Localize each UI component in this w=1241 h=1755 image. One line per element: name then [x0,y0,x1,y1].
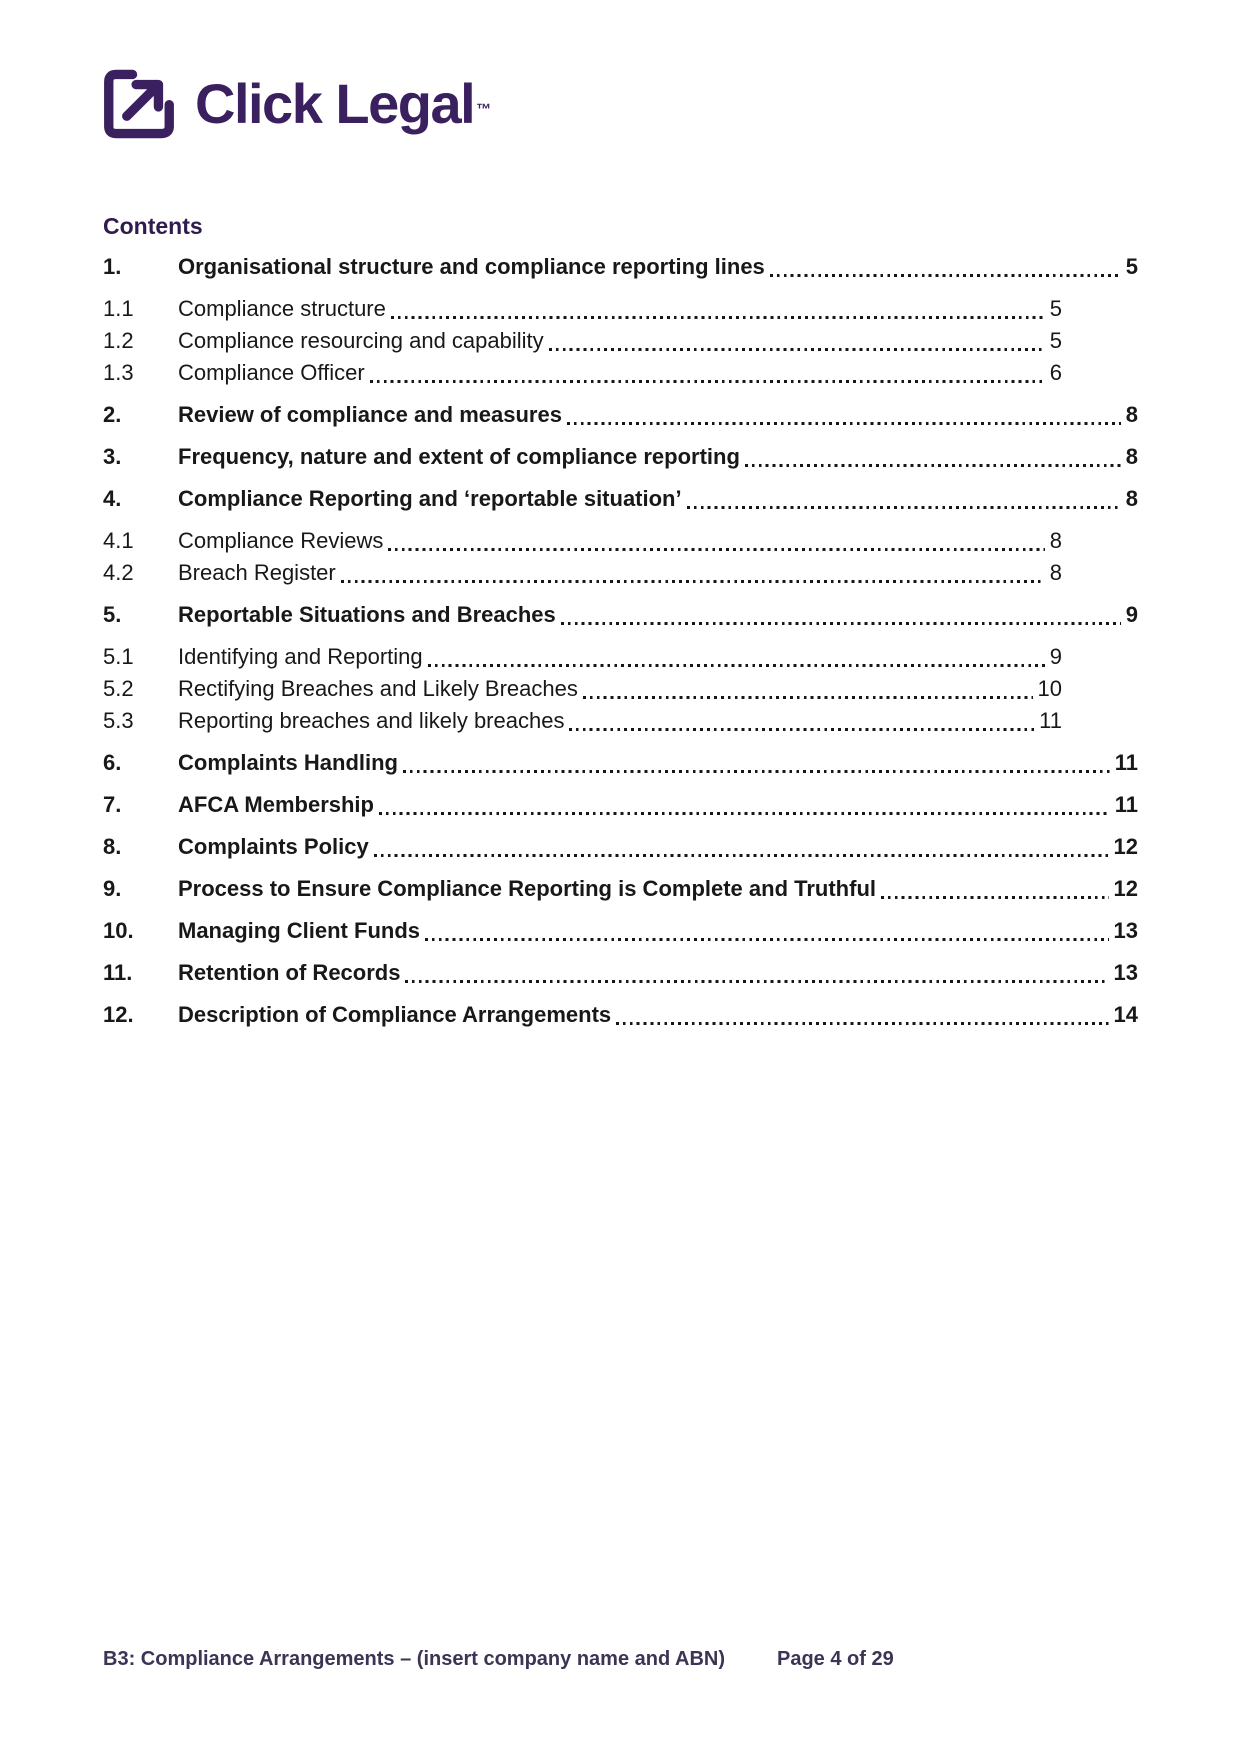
trademark-symbol: ™ [476,101,492,118]
toc-dot-leader [770,274,1121,277]
toc-entry-title: Rectifying Breaches and Likely Breaches [178,676,578,701]
toc-entry [103,674,1138,704]
toc-entry-title: Reporting breaches and likely breaches [178,708,565,733]
toc-entry-page: 11 [1114,792,1138,817]
toc-dot-leader [403,770,1110,773]
toc-entry [103,748,1138,778]
toc-entry-number: 5.3 [103,708,134,733]
toc-entry-page: 14 [1113,1002,1138,1027]
toc-entry-number: 4. [103,486,122,511]
toc-entry [103,358,1138,388]
toc-entry-title: Complaints Handling [178,750,398,775]
toc-entry-page: 9 [1125,602,1138,627]
toc-entry-title: Reportable Situations and Breaches [178,602,556,627]
toc-dot-leader [341,580,1045,583]
toc-dot-leader [549,348,1045,351]
toc-entry-number: 11. [103,960,133,985]
toc-entry-number: 6. [103,750,122,775]
toc-entry-page: 12 [1113,834,1138,859]
toc-entry-title: Review of compliance and measures [178,402,562,427]
toc-dot-leader [881,896,1109,899]
toc-dot-leader [616,1022,1108,1025]
toc-entry [103,600,1138,630]
toc-entry [103,442,1138,472]
toc-dot-leader [374,854,1109,857]
toc-entry-page: 11 [1039,708,1062,733]
arrow-out-of-box-icon [103,68,175,140]
toc-entry-page: 8 [1049,528,1062,553]
toc-dot-leader [583,696,1033,699]
toc-dot-leader [425,938,1109,941]
toc-entry-number: 4.2 [103,560,134,585]
toc-list [103,252,1138,1030]
toc-entry-number: 4.1 [103,528,134,553]
toc-entry-number: 1.3 [103,360,134,385]
toc-entry-page: 8 [1125,444,1138,469]
toc-entry [103,526,1138,556]
toc-entry-title: Compliance Reporting and ‘reportable situation’ [178,486,682,511]
toc-dot-leader [569,728,1034,731]
toc-entry-title: Managing Client Funds [178,918,420,943]
toc-entry-title: AFCA Membership [178,792,374,817]
toc-entry [103,1000,1138,1030]
toc-entry-page: 9 [1049,644,1062,669]
toc-entry-title: Identifying and Reporting [178,644,423,669]
toc-entry [103,790,1138,820]
toc-entry [103,642,1138,672]
toc-entry [103,294,1138,324]
toc-entry [103,916,1138,946]
toc-entry-page: 13 [1113,960,1138,985]
toc-entry [103,958,1138,988]
toc-entry-title: Organisational structure and compliance reporting lines [178,254,765,279]
contents-heading: Contents [103,213,203,239]
toc-entry-page: 12 [1113,876,1138,901]
toc-entry [103,832,1138,862]
toc-entry-number: 2. [103,402,122,427]
toc-entry [103,326,1138,356]
toc-dot-leader [745,464,1121,467]
toc-entry-number: 10. [103,918,134,943]
toc-dot-leader [405,980,1108,983]
toc-entry-title: Retention of Records [178,960,401,985]
toc-entry [103,558,1138,588]
toc-dot-leader [379,812,1110,815]
toc-entry-title: Compliance structure [178,296,386,321]
toc-entry-number: 5.2 [103,676,134,701]
toc-entry-page: 5 [1049,296,1062,321]
toc-entry-title: Breach Register [178,560,336,585]
brand-name: Click Legal ™ [195,72,492,135]
toc-entry-title: Complaints Policy [178,834,369,859]
toc-entry [103,484,1138,514]
toc-entry-page: 8 [1125,486,1138,511]
toc-entry-number: 8. [103,834,122,859]
toc-entry-page: 8 [1049,560,1062,585]
toc-entry-page: 6 [1049,360,1062,385]
toc-entry [103,706,1138,736]
toc-dot-leader [687,506,1121,509]
toc-dot-leader [391,316,1045,319]
toc-dot-leader [370,380,1045,383]
toc-entry-title: Compliance Officer [178,360,365,385]
toc-entry-number: 1. [103,254,122,279]
toc-entry-title: Compliance resourcing and capability [178,328,544,353]
toc-entry-page: 13 [1113,918,1138,943]
toc-entry-page: 8 [1125,402,1138,427]
toc-entry-number: 7. [103,792,122,817]
toc-entry-number: 5. [103,602,122,627]
footer-document-title: B3: Compliance Arrangements – (insert company name and ABN) [103,1648,725,1670]
toc-entry [103,252,1138,282]
toc-dot-leader [388,548,1044,551]
toc-entry [103,874,1138,904]
footer-page-number: Page 4 of 29 [777,1648,894,1670]
toc-entry-number: 5.1 [103,644,134,669]
toc-entry-number: 12. [103,1002,134,1027]
toc-entry-title: Process to Ensure Compliance Reporting is Complete and Truthful [178,876,876,901]
toc-entry-page: 10 [1037,676,1062,701]
toc-entry-title: Description of Compliance Arrangements [178,1002,612,1027]
toc-entry-number: 1.1 [103,296,134,321]
toc-dot-leader [428,664,1045,667]
toc-entry-number: 3. [103,444,122,469]
toc-dot-leader [561,622,1121,625]
toc-entry-title: Frequency, nature and extent of compliance reporting [178,444,740,469]
toc-entry-page: 5 [1125,254,1138,279]
toc-entry-page: 5 [1049,328,1062,353]
toc-entry-title: Compliance Reviews [178,528,384,553]
toc-entry-number: 9. [103,876,122,901]
toc-entry [103,400,1138,430]
toc-entry-number: 1.2 [103,328,134,353]
brand-logo [103,68,492,140]
toc-entry-page: 11 [1114,750,1138,775]
table-of-contents [103,213,1138,1042]
toc-dot-leader [567,422,1121,425]
